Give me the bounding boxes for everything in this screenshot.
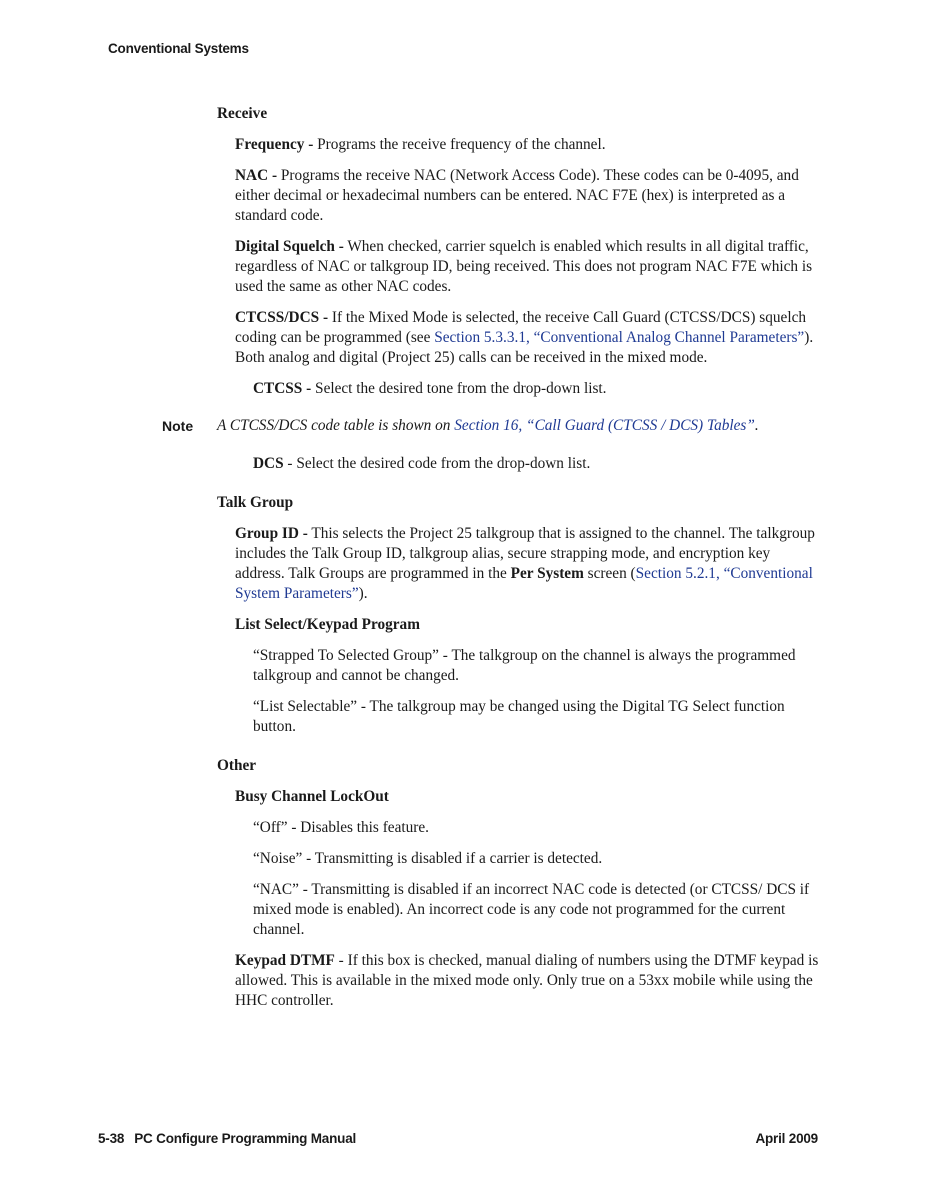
list-select-heading: List Select/Keypad Program (235, 616, 420, 633)
group-id-text-middle: screen ( (583, 565, 636, 582)
ctcss-text: Select the desired tone from the drop-down list. (311, 380, 607, 397)
frequency-paragraph (235, 135, 820, 155)
note-callout (0, 416, 926, 436)
busy-channel-heading: Busy Channel LockOut (235, 788, 389, 805)
note-text (217, 416, 817, 436)
keypad-dtmf-text: - If this box is checked, manual dialing of numbers using the DTMF keypad is allowed. This is available in the mixed mode only. Only true on a 53xx mobile while using the HHC controller. (235, 952, 819, 1009)
ctcss-dcs-paragraph (235, 308, 820, 368)
dcs-paragraph (253, 454, 818, 474)
frequency-text: Programs the receive frequency of the channel. (313, 136, 606, 153)
talk-group-heading: Talk Group (217, 494, 294, 511)
receive-heading: Receive (217, 105, 268, 122)
keypad-dtmf-term: Keypad DTMF (235, 952, 335, 969)
running-header: Conventional Systems (108, 41, 249, 56)
list-select-option: “List Selectable” - The talkgroup may be changed using the Digital TG Select function button. (253, 698, 785, 735)
group-id-text: This selects the Project 25 talkgroup that is assigned to the channel. The talkgroup includes the Talk Group ID, talkgroup alias, secure strapping mode, and encryption key address. Talk Groups are programmed in the (235, 525, 815, 582)
frequency-term: Frequency - (235, 136, 314, 153)
note-text-after: . (754, 417, 759, 434)
ctcss-dcs-term: CTCSS/DCS - (235, 309, 329, 326)
nac-term: NAC - (235, 167, 278, 184)
digital-squelch-term: Digital Squelch - (235, 238, 344, 255)
busy-channel-option: “NAC” - Transmitting is disabled if an incorrect NAC code is detected (or CTCSS/ DCS if mixed mode is enabled). An incorrect code is any code not programmed for the current channel. (253, 881, 810, 938)
ctcss-dcs-text-after: ). Both analog and digital (Project 25) calls can be received in the mixed mode. (235, 329, 814, 366)
manual-title: PC Configure Programming Manual (134, 1131, 357, 1146)
running-footer (98, 1131, 818, 1146)
ctcss-dcs-text: If the Mixed Mode is selected, the receive Call Guard (CTCSS/DCS) squelch coding can be programmed (see (235, 309, 807, 346)
analog-channel-parameters-link[interactable]: Section 5.3.3.1, “Conventional Analog Channel Parameters” (434, 329, 805, 346)
conventional-system-parameters-link[interactable]: Section 5.2.1, “Conventional System Parameters” (235, 565, 813, 602)
note-label: Note (162, 418, 194, 434)
page-body (0, 104, 926, 1022)
publication-date: April 2009 (755, 1131, 818, 1146)
busy-channel-option: “Off” - Disables this feature. (253, 819, 429, 836)
ctcss-paragraph (253, 379, 818, 399)
busy-channel-option: “Noise” - Transmitting is disabled if a carrier is detected. (253, 850, 603, 867)
list-select-option: “Strapped To Selected Group” - The talkgroup on the channel is always the programmed talkgroup and cannot be changed. (253, 647, 796, 684)
group-id-term: Group ID - (235, 525, 308, 542)
group-id-text-after: ). (358, 585, 368, 602)
ctcss-term: CTCSS - (253, 380, 312, 397)
note-text-before: A CTCSS/DCS code table is shown on (217, 417, 455, 434)
digital-squelch-text: When checked, carrier squelch is enabled which results in all digital traffic, regardless of NAC or talkgroup ID, being received. This does not program NAC F7E which is used the same as other NAC codes. (235, 238, 813, 295)
nac-paragraph (235, 166, 820, 226)
nac-text: Programs the receive NAC (Network Access Code). These codes can be 0-4095, and either decimal or hexadecimal numbers can be entered. NAC F7E (hex) is interpreted as a standard code. (235, 167, 799, 224)
digital-squelch-paragraph (235, 237, 820, 297)
call-guard-tables-link[interactable]: Section 16, “Call Guard (CTCSS / DCS) Tables” (454, 417, 755, 434)
page-number: 5-38 (98, 1131, 125, 1146)
dcs-text: - Select the desired code from the drop-down list. (283, 455, 591, 472)
dcs-term: DCS (253, 455, 284, 472)
per-system-screen-name: Per System (510, 565, 584, 582)
group-id-paragraph (235, 524, 820, 604)
keypad-dtmf-paragraph (235, 951, 820, 1011)
other-heading: Other (217, 757, 257, 774)
